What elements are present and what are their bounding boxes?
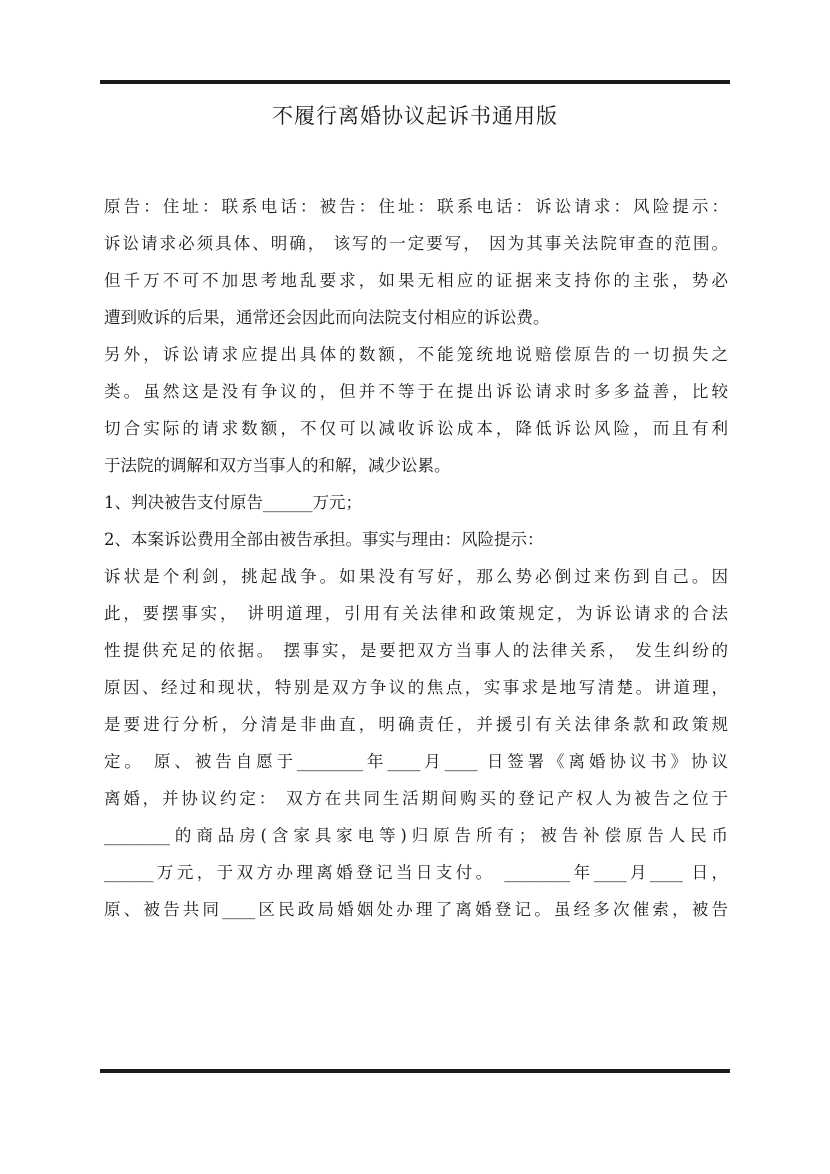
top-rule xyxy=(100,80,730,84)
body-line: 切合实际的请求数额，不仅可以减收诉讼成本，降低诉讼风险，而且有利 xyxy=(104,419,728,438)
body-line: 是要进行分析，分清是非曲直，明确责任，并援引有关法律条款和政策规 xyxy=(104,715,728,734)
body-line: 2、本案诉讼费用全部由被告承担。事实与理由：风险提示： xyxy=(104,530,544,549)
body-line: 类。虽然这是没有争议的，但并不等于在提出诉讼请求时多多益善，比较 xyxy=(104,382,728,401)
body-line: ________的商品房(含家具家电等)归原告所有；被告补偿原告人民币 xyxy=(104,826,728,845)
body-line: 诉状是个利剑，挑起战争。如果没有写好，那么势必倒过来伤到自己。因 xyxy=(104,567,728,586)
body-line: 离婚，并协议约定： 双方在共同生活期间购买的登记产权人为被告之位于 xyxy=(104,789,728,808)
body-line: 性提供充足的依据。 摆事实，是要把双方当事人的法律关系， 发生纠纷的 xyxy=(104,641,728,660)
body-line: 定。 原、被告自愿于________年____月____ 日签署《离婚协议书》协议 xyxy=(104,752,728,771)
body-line: 此，要摆事实， 讲明道理，引用有关法律和政策规定，为诉讼请求的合法 xyxy=(104,604,728,623)
body-line: ______万元，于双方办理离婚登记当日支付。 ________年____月____ 日， xyxy=(104,863,728,882)
body-line: 诉讼请求必须具体、明确， 该写的一定要写， 因为其事关法院审查的范围。 xyxy=(104,234,728,253)
body-line: 于法院的调解和双方当事人的和解，减少讼累。 xyxy=(104,456,451,475)
body-line: 原告：住址：联系电话：被告：住址：联系电话：诉讼请求：风险提示： xyxy=(104,197,728,216)
body-line: 另外，诉讼请求应提出具体的数额，不能笼统地说赔偿原告的一切损失之 xyxy=(104,345,728,364)
body-line: 原因、经过和现状，特别是双方争议的焦点，实事求是地写清楚。讲道理， xyxy=(104,678,728,697)
body-line: 原、被告共同____区民政局婚姻处办理了离婚登记。虽经多次催索，被告 xyxy=(104,900,728,919)
document-body xyxy=(104,188,728,928)
body-line: 遭到败诉的后果，通常还会因此而向法院支付相应的诉讼费。 xyxy=(104,308,550,327)
body-line: 但千万不可不加思考地乱要求，如果无相应的证据来支持你的主张，势必 xyxy=(104,271,728,290)
document-title: 不履行离婚协议起诉书通用版 xyxy=(272,104,558,128)
bottom-rule xyxy=(100,1069,730,1073)
body-line: 1、判决被告支付原告______万元； xyxy=(104,493,362,512)
